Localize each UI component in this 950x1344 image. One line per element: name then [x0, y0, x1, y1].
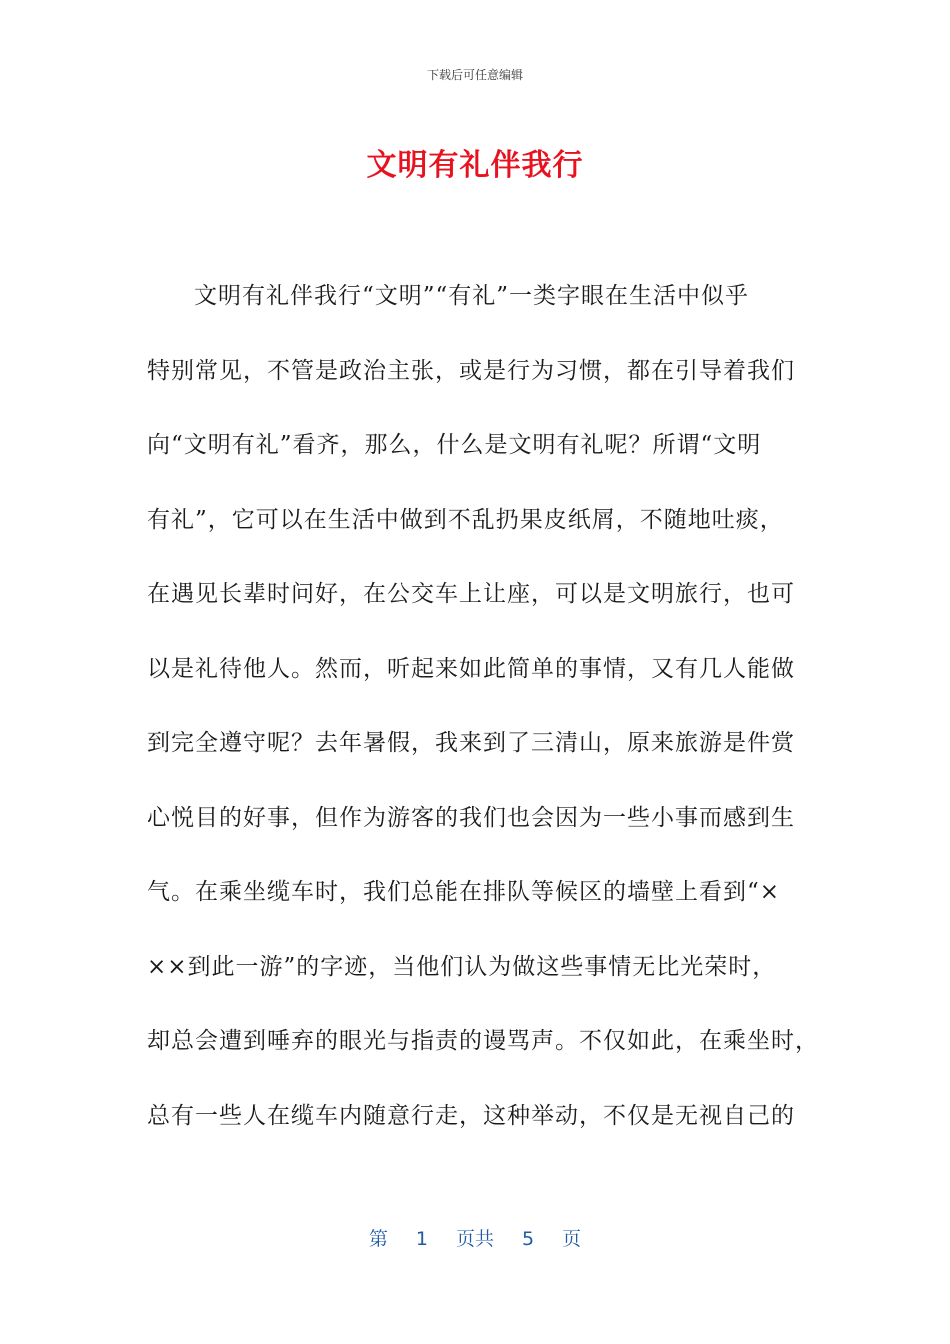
paragraph-line: 在遇见长辈时问好，在公交车上让座，可以是文明旅行，也可 — [147, 581, 795, 607]
paragraph-line: 以是礼待他人。然而，听起来如此简单的事情，又有几人能做 — [147, 655, 795, 682]
paragraph-line: 却总会遭到唾弃的眼光与指责的谩骂声。不仅如此，在乘坐时， — [147, 1028, 819, 1054]
footer-middle: 页共 — [455, 1228, 494, 1250]
footer-suffix: 页 — [562, 1228, 582, 1250]
current-page-number: 1 — [415, 1228, 428, 1250]
paragraph-line: 心悦目的好事，但作为游客的我们也会因为一些小事而感到生 — [147, 804, 795, 831]
footer-prefix: 第 — [368, 1228, 388, 1250]
paragraph-line: 向“文明有礼”看齐，那么，什么是文明有礼呢？所谓“文明 — [147, 432, 762, 458]
paragraph-line: 总有一些人在缆车内随意行走，这种举动，不仅是无视自己的 — [147, 1102, 795, 1129]
paragraph-line: 气。在乘坐缆车时，我们总能在排队等候区的墙壁上看到“× — [147, 879, 781, 905]
page-footer — [0, 1224, 950, 1251]
header-note: 下载后可任意编辑 — [426, 68, 523, 82]
body-paragraph — [147, 270, 819, 1164]
paragraph-line: 有礼”，它可以在生活中做到不乱扔果皮纸屑，不随地吐痰， — [147, 506, 784, 533]
total-page-count: 5 — [522, 1228, 535, 1250]
paragraph-line: 到完全遵守呢？去年暑假，我来到了三清山，原来旅游是件赏 — [147, 730, 795, 756]
paragraph-line: 文明有礼伴我行“文明”“有礼”一类字眼在生活中似乎 — [194, 283, 750, 309]
paragraph-line: 特别常见，不管是政治主张，或是行为习惯，都在引导着我们 — [147, 357, 795, 384]
paragraph-line: ××到此一游”的字迹，当他们认为做这些事情无比光荣时， — [147, 953, 777, 980]
document-title: 文明有礼伴我行 — [366, 148, 584, 183]
